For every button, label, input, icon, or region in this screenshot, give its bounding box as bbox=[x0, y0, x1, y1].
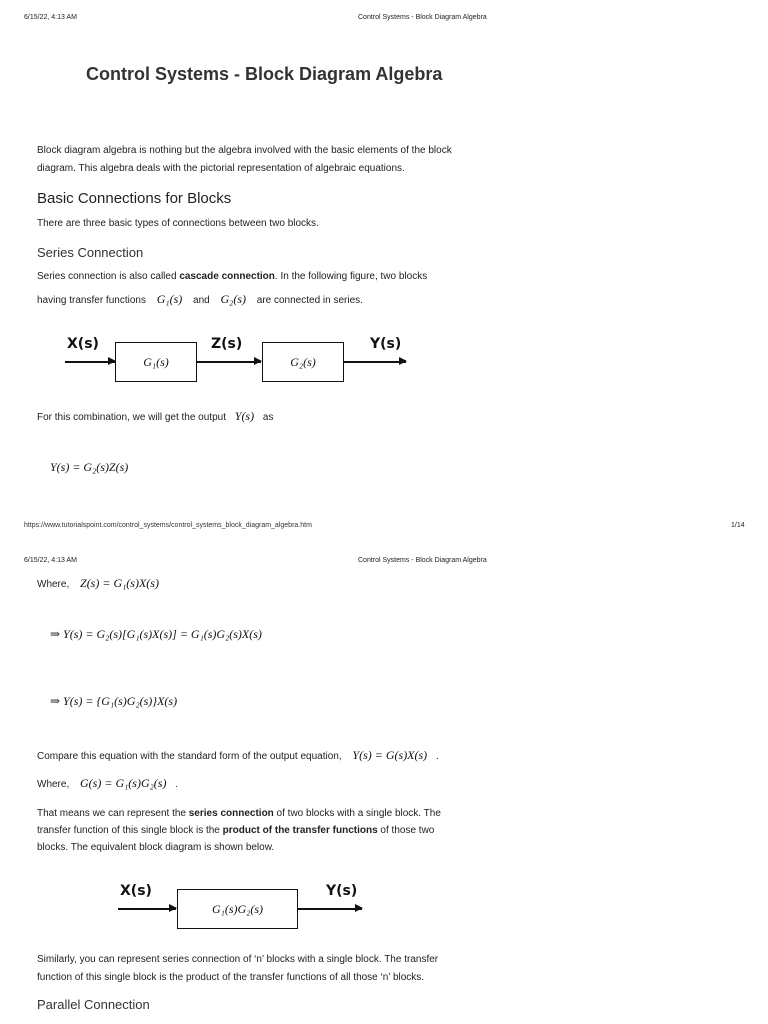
where-label: Where, bbox=[37, 579, 70, 590]
heading-basic-connections: Basic Connections for Blocks bbox=[37, 190, 232, 207]
page-title: Control Systems - Block Diagram Algebra bbox=[86, 64, 443, 84]
g2-symbol: G₂(s) bbox=[220, 292, 246, 306]
similar-line-2: function of this single block is the product of the transfer functions of all those ‘n’ blocks. bbox=[37, 972, 425, 983]
equation-standard-form: Y(s) = G(s)X(s) bbox=[352, 748, 428, 762]
compare-text: Compare this equation with the standard form of the output equation, bbox=[37, 751, 342, 762]
means-text-part: transfer function of this single block is the bbox=[37, 825, 223, 836]
means-text-part: of those two bbox=[377, 825, 435, 836]
means-line-1 bbox=[37, 805, 441, 823]
intermediate-label: Z(s) bbox=[211, 336, 243, 352]
y-symbol: Y(s) bbox=[234, 409, 255, 423]
output-arrow bbox=[344, 361, 406, 363]
series-text-line-2 bbox=[37, 290, 363, 310]
g1-symbol: G₁(s) bbox=[156, 292, 183, 306]
output-label: Y(s) bbox=[370, 336, 402, 352]
heading-parallel-connection: Parallel Connection bbox=[37, 997, 150, 1012]
cascade-connection-bold: cascade connection bbox=[179, 271, 275, 282]
series-text-part: Series connection is also called bbox=[37, 271, 180, 282]
similar-line-1: Similarly, you can represent series connection of ‘n’ blocks with a single block. The transfer bbox=[37, 954, 439, 965]
equation-z: Z(s) = G₁(s)X(s) bbox=[80, 576, 159, 590]
product-bold: product of the transfer functions bbox=[222, 825, 378, 836]
series-text-part: . In the following figure, two blocks bbox=[274, 271, 428, 282]
series-text-part: are connected in series. bbox=[256, 295, 363, 306]
where-g-line bbox=[37, 774, 178, 794]
means-line-2 bbox=[37, 822, 434, 840]
output-label: Y(s) bbox=[326, 883, 358, 899]
equation-y-g2-z: Y(s) = G₂(s)Z(s) bbox=[50, 460, 129, 474]
output-arrow bbox=[298, 908, 362, 910]
output-text-part: as bbox=[262, 412, 274, 423]
page2-header-title: Control Systems - Block Diagram Algebra bbox=[358, 557, 487, 564]
block-g1-g2: G₁(s)G₂(s) bbox=[177, 889, 298, 929]
heading-series-connection: Series Connection bbox=[37, 245, 144, 260]
page1-header-date: 6/15/22, 4:13 AM bbox=[24, 14, 77, 21]
output-text-part: For this combination, we will get the output bbox=[37, 412, 226, 423]
where-z-line bbox=[37, 574, 159, 594]
series-connection-bold: series connection bbox=[188, 808, 274, 819]
means-text-part: That means we can represent the bbox=[37, 808, 189, 819]
compare-line bbox=[37, 746, 439, 766]
means-text-part: of two blocks with a single block. The bbox=[273, 808, 441, 819]
footer-url[interactable]: https://www.tutorialspoint.com/control_systems/control_systems_block_diagram_algebra.htm bbox=[24, 522, 312, 529]
equation-g: G(s) = G₁(s)G₂(s) bbox=[80, 776, 167, 790]
intermediate-arrow bbox=[197, 361, 261, 363]
series-text-line-1 bbox=[37, 268, 427, 286]
footer-page-number: 1/14 bbox=[731, 522, 745, 529]
block-g1: G₁(s) bbox=[115, 342, 197, 382]
block-g2: G₂(s) bbox=[262, 342, 344, 382]
equation-y-grouped: ⇒ Y(s) = {G₁(s)G₂(s)}X(s) bbox=[50, 694, 178, 708]
series-text-part: having transfer functions bbox=[37, 295, 146, 306]
page2-header-date: 6/15/22, 4:13 AM bbox=[24, 557, 77, 564]
intro-line-1: Block diagram algebra is nothing but the algebra involved with the basic elements of the block bbox=[37, 145, 452, 156]
basic-connections-text: There are three basic types of connections between two blocks. bbox=[37, 218, 319, 229]
series-text-part: and bbox=[193, 295, 210, 306]
input-arrow bbox=[65, 361, 115, 363]
where-label: Where, bbox=[37, 779, 70, 790]
intro-line-2: diagram. This algebra deals with the pictorial representation of algebraic equations. bbox=[37, 163, 405, 174]
input-arrow bbox=[118, 908, 176, 910]
period: . bbox=[175, 779, 179, 790]
period: . bbox=[435, 751, 439, 762]
input-label: X(s) bbox=[67, 336, 99, 352]
input-label: X(s) bbox=[120, 883, 152, 899]
page1-header-title: Control Systems - Block Diagram Algebra bbox=[358, 14, 487, 21]
means-line-3: blocks. The equivalent block diagram is shown below. bbox=[37, 842, 275, 853]
output-text bbox=[37, 407, 273, 427]
equation-y-expanded: ⇒ Y(s) = G₂(s)[G₁(s)X(s)] = G₁(s)G₂(s)X(s) bbox=[50, 627, 262, 641]
